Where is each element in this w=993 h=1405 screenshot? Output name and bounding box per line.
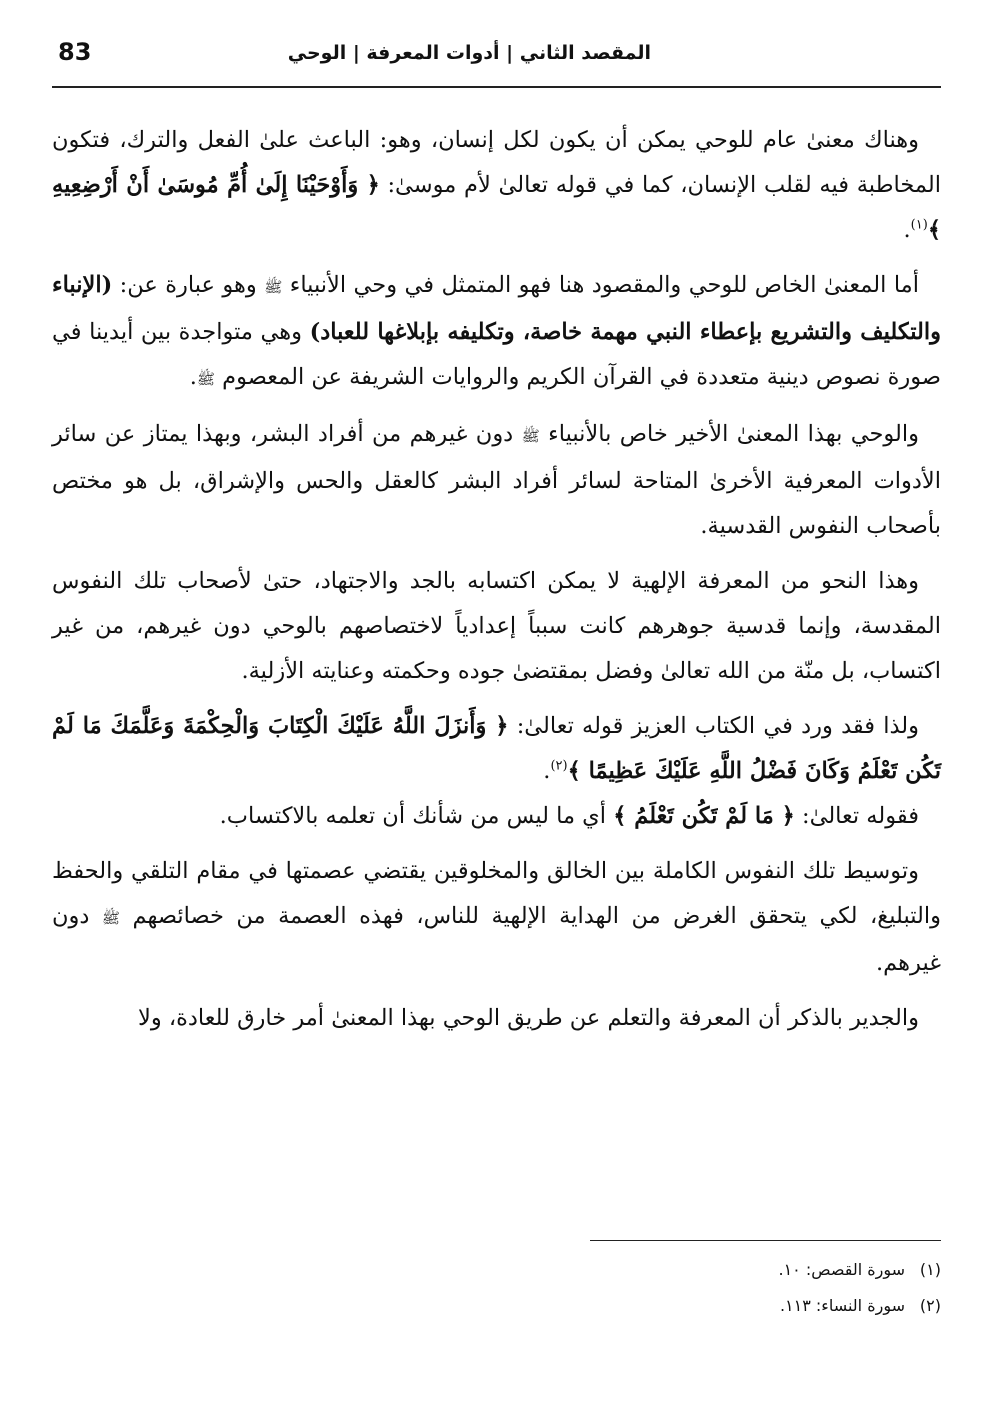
footnote-number: (١): [919, 1260, 941, 1279]
footnote-text: سورة القصص: ١٠.: [778, 1260, 905, 1279]
footnote-divider: [590, 1240, 941, 1241]
quran-verse: ﴿ وَأَنزَلَ اللَّهُ عَلَيْكَ الْكِتَابَ وَالْحِكْمَةَ وَعَلَّمَكَ مَا لَمْ تَكُن تَعْلَمُ وَكَانَ فَضْلُ اللَّهِ عَلَيْكَ عَظِيمًا ﴾: [52, 713, 941, 784]
paragraph-not-acquired: [52, 559, 941, 694]
paragraph-general-revelation: [52, 118, 941, 253]
text-span: وهناك معنىٰ عام للوحي يمكن أن يكون لكل إنسان، وهو: الباعث علىٰ الفعل والترك، فتكون المخاطبة فيه لقلب الإنسان، كما في قوله تعالىٰ لأم موسىٰ:: [52, 127, 941, 198]
text-span: دون غيرهم.: [52, 903, 941, 976]
text-span: .: [543, 758, 551, 784]
footnote-ref: (٢): [550, 758, 568, 774]
text-span: أي ما ليس من شأنك أن تعلمه بالاكتساب.: [219, 803, 614, 829]
text-span: .: [189, 364, 197, 390]
text-span: وهي متواجدة بين أيدينا في صورة نصوص دينية متعددة في القرآن الكريم والروايات الشريفة عن المعصوم: [52, 319, 941, 390]
footnote-item: [441, 1288, 941, 1324]
text-span: والجدير بالذكر أن المعرفة والتعلم عن طريق الوحي بهذا المعنىٰ أمر خارق للعادة، ولا: [138, 1005, 919, 1031]
text-span: والوحي بهذا المعنىٰ الأخير خاص بالأنبياء: [539, 421, 919, 447]
footnote-ref: (١): [910, 217, 928, 233]
footnote-text: سورة النساء: ١١٣.: [779, 1296, 905, 1315]
page-number: 83: [58, 38, 92, 66]
honorific-glyph: ﷺ: [101, 909, 121, 927]
running-head: المقصد الثاني | أدوات المعرفة | الوحي: [287, 42, 651, 64]
quran-verse: ﴿ مَا لَمْ تَكُن تَعْلَمُ ﴾: [613, 803, 795, 829]
honorific-glyph: ﷺ: [521, 427, 540, 445]
text-span: وتوسيط تلك النفوس الكاملة بين الخالق والمخلوقين يقتضي عصمتها في مقام التلقي والحفظ والتبليغ، لكي يتحقق الغرض من الهداية الإلهية للناس، فهذه العصمة من خصائصهم: [52, 858, 941, 929]
quran-verse: ﴿ وَأَوْحَيْنَا إِلَىٰ أُمِّ مُوسَىٰ أَنْ أَرْضِعِيهِ ﴾: [52, 172, 941, 243]
page-header: [52, 30, 941, 88]
honorific-glyph: ﷺ: [264, 278, 283, 296]
text-span: فقوله تعالىٰ:: [794, 803, 919, 829]
paragraph-supernatural: [52, 996, 941, 1041]
text-span: دون غيرهم من أفراد البشر، وبهذا يمتاز عن سائر الأدوات المعرفية الأخرىٰ المتاحة لسائر أفراد البشر كالعقل والحس والإشراق، بل هو مختص بأصحاب النفوس القدسية.: [52, 421, 941, 539]
honorific-glyph: ﷺ: [196, 370, 216, 388]
paragraph-specific-revelation: [52, 263, 941, 402]
footnote-number: (٢): [919, 1296, 941, 1315]
definition-text: (الإنباء والتكليف والتشريع بإعطاء النبي مهمة خاصة، وتكليفه بإبلاغها للعباد): [52, 272, 942, 345]
footnote-item: [441, 1252, 941, 1288]
text-span: أما المعنىٰ الخاص للوحي والمقصود هنا فهو المتمثل في وحي الأنبياء: [282, 272, 919, 298]
text-span: وهو عبارة عن:: [112, 272, 265, 298]
text-span: وهذا النحو من المعرفة الإلهية لا يمكن اكتسابه بالجد والاجتهاد، حتىٰ لأصحاب تلك النفوس المقدسة، وإنما قدسية جوهرهم كانت سبباً إعدادياً لاختصاصهم بالوحي دون غيرهم، من غير اكتساب، بل منّة من الله تعالىٰ وفضل بمقتضىٰ جوده وحكمته وعنايته الأزلية.: [52, 568, 941, 684]
footnotes: [441, 1252, 941, 1324]
text-span: ولذا فقد ورد في الكتاب العزيز قوله تعالىٰ:: [508, 713, 919, 739]
text-span: .: [903, 217, 911, 243]
paragraph-verse-explanation: [52, 794, 941, 839]
paragraph-infallibility: [52, 849, 941, 986]
paragraph-quran-citation: [52, 704, 941, 794]
paragraph-prophets-only: [52, 412, 941, 549]
main-text: [52, 118, 941, 1051]
